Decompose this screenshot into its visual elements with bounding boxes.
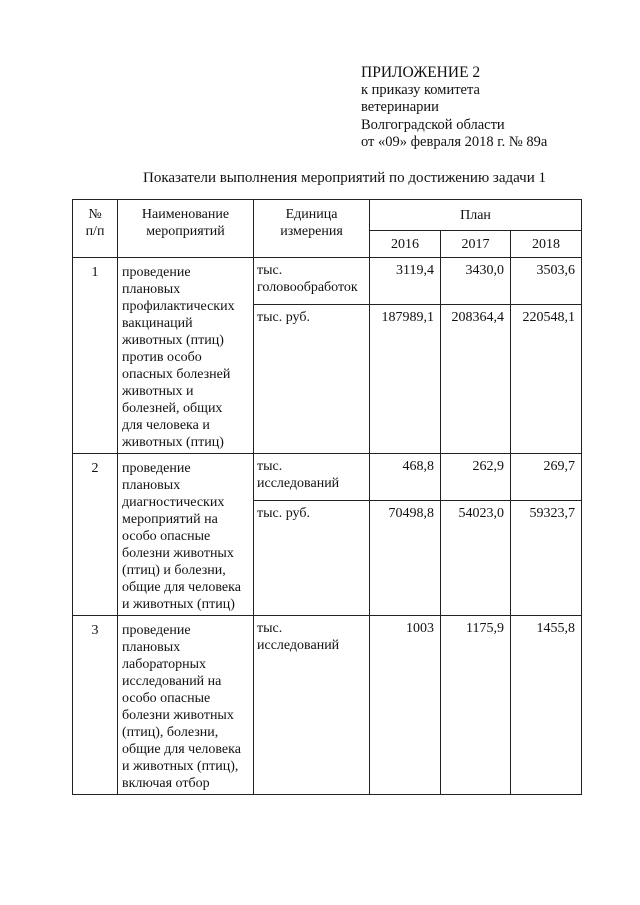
unit-cell — [254, 258, 370, 305]
row-name-line: животных (птиц) — [122, 435, 224, 450]
value-2017: 208364,4 — [441, 305, 511, 454]
header-year-2017: 2017 — [441, 231, 511, 258]
row-name-line: исследований на — [122, 674, 222, 689]
table-row — [73, 616, 582, 795]
row-name — [118, 616, 254, 795]
value-2018: 3503,6 — [511, 258, 582, 305]
value-2016: 187989,1 — [370, 305, 441, 454]
row-name-line: общие для человека — [122, 580, 241, 595]
value-2017: 54023,0 — [441, 501, 511, 616]
unit-line: тыс. — [257, 621, 283, 636]
header-num — [73, 200, 118, 258]
row-name-line: плановых — [122, 478, 181, 493]
header-name-line2: мероприятий — [146, 224, 225, 239]
unit-cell — [254, 501, 370, 616]
row-name-line: опасных болезней — [122, 367, 231, 382]
row-name-line: болезни животных — [122, 546, 234, 561]
header-name — [118, 200, 254, 258]
row-number: 2 — [73, 454, 118, 616]
row-name — [118, 258, 254, 454]
header-year-2018: 2018 — [511, 231, 582, 258]
page-title: Показатели выполнения мероприятий по достижению задачи 1 — [143, 170, 547, 186]
row-name-line: проведение — [122, 461, 191, 476]
table-row — [73, 454, 582, 501]
value-2017: 262,9 — [441, 454, 511, 501]
appendix-block — [361, 64, 623, 152]
row-name-line: включая отбор — [122, 776, 210, 791]
value-2016: 70498,8 — [370, 501, 441, 616]
header-unit — [254, 200, 370, 258]
row-name-line: лабораторных — [122, 657, 207, 672]
unit-line: тыс. руб. — [257, 310, 310, 325]
header-plan: План — [370, 200, 582, 231]
row-name-line: против особо — [122, 350, 202, 365]
row-number: 1 — [73, 258, 118, 454]
row-name-line: диагностических — [122, 495, 225, 510]
row-name-line: общие для человека — [122, 742, 241, 757]
unit-line: тыс. руб. — [257, 506, 310, 521]
header-year-2016: 2016 — [370, 231, 441, 258]
unit-line: тыс. — [257, 263, 283, 278]
header-unit-line1: Единица — [285, 207, 338, 222]
header-unit-line2: измерения — [280, 224, 343, 239]
header-name-line1: Наименование — [141, 207, 230, 222]
value-2016: 1003 — [370, 616, 441, 795]
row-name-line: для человека и — [122, 418, 210, 433]
table-body — [73, 258, 582, 795]
unit-cell — [254, 616, 370, 795]
value-2016: 3119,4 — [370, 258, 441, 305]
row-name-line: проведение — [122, 265, 191, 280]
header-num-line1: № — [88, 207, 102, 222]
row-name-line: особо опасные — [122, 691, 211, 706]
row-name-line: профилактических — [122, 299, 235, 314]
appendix-line: Волгоградской области — [361, 116, 505, 133]
appendix-title: ПРИЛОЖЕНИЕ 2 — [361, 64, 481, 81]
appendix-line: к приказу комитета — [361, 81, 480, 98]
row-name — [118, 454, 254, 616]
row-name-line: проведение — [122, 623, 191, 638]
table-row — [73, 258, 582, 305]
row-name-line: животных (птиц) — [122, 333, 224, 348]
value-2018: 269,7 — [511, 454, 582, 501]
appendix-line: ветеринарии — [361, 99, 439, 115]
value-2016: 468,8 — [370, 454, 441, 501]
value-2018: 59323,7 — [511, 501, 582, 616]
value-2017: 1175,9 — [441, 616, 511, 795]
value-2018: 1455,8 — [511, 616, 582, 795]
unit-line: исследований — [257, 476, 340, 491]
unit-cell — [254, 305, 370, 454]
row-name-line: и животных (птиц) — [122, 597, 235, 612]
row-name-line: особо опасные — [122, 529, 211, 544]
row-name-line: мероприятий на — [122, 512, 218, 527]
row-name-line: (птиц), болезни, — [122, 725, 219, 740]
unit-line: тыс. — [257, 459, 283, 474]
unit-line: головообработок — [257, 280, 358, 295]
row-name-line: (птиц) и болезни, — [122, 563, 226, 578]
indicators-table — [72, 199, 582, 795]
appendix-date-line: от «09» февраля 2018 г. № 89а — [361, 134, 548, 150]
value-2017: 3430,0 — [441, 258, 511, 305]
row-name-line: вакцинаций — [122, 316, 193, 331]
unit-line: исследований — [257, 638, 340, 653]
row-name-line: и животных (птиц), — [122, 759, 239, 774]
row-name-line: плановых — [122, 282, 181, 297]
unit-cell — [254, 454, 370, 501]
table-header — [73, 200, 582, 258]
header-num-line2: п/п — [85, 224, 105, 239]
row-number: 3 — [73, 616, 118, 795]
row-name-line: болезни животных — [122, 708, 234, 723]
row-name-line: плановых — [122, 640, 181, 655]
row-name-line: болезней, общих — [122, 401, 223, 416]
value-2018: 220548,1 — [511, 305, 582, 454]
row-name-line: животных и — [122, 384, 194, 399]
